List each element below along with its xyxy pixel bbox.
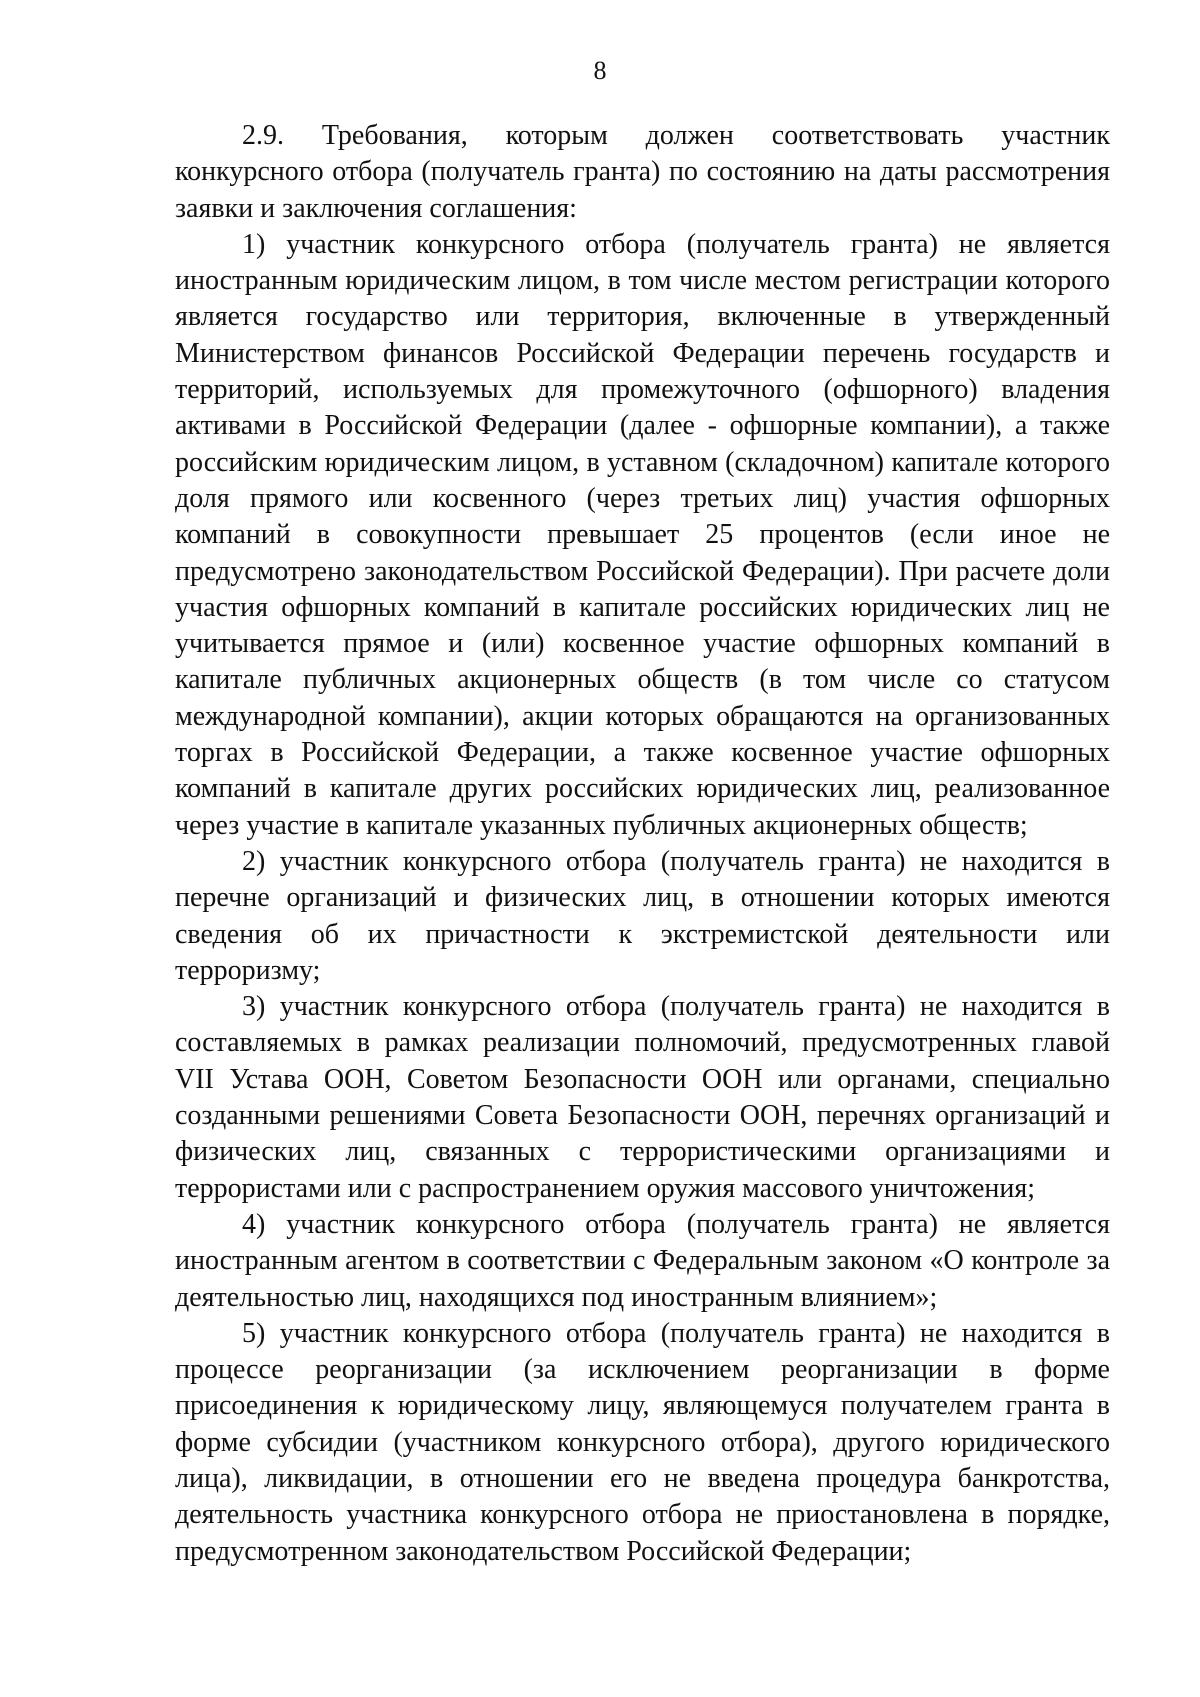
paragraph-item-2-extremism: 2) участник конкурсного отбора (получатель гранта) не находится в перечне организаций и физических лиц, в отношении которых имеются сведения об их причастности к экстремистской деятельности или терроризму; xyxy=(175,845,1110,986)
paragraph-item-3-un-lists: 3) участник конкурсного отбора (получатель гранта) не находится в составляемых в рамках реализации полномочий, предусмотренных главой VII Устава ООН, Советом Безопасности ООН или органами, специально созданными решениями Совета Безопасности ООН, перечнях организаций и физических лиц, связанных с террористическими организациями и террористами или с распространением оружия массового уничтожения; xyxy=(175,991,1110,1204)
document-body xyxy=(175,118,1110,1570)
paragraph-item-1-offshore: 1) участник конкурсного отбора (получатель гранта) не является иностранным юридическим лицом, в том числе местом регистрации которого является государство или территория, включенные в утвержденный Министерством финансов Российской Федерации перечень государств и территорий, используемых для промежуточного (офшорного) владения активами в Российской Федерации (далее - офшорные компании), а также российским юридическим лицом, в уставном (складочном) капитале которого доля прямого или косвенного (через третьих лиц) участия офшорных компаний в совокупности превышает 25 процентов (если иное не предусмотрено законодательством Российской Федерации). При расчете доли участия офшорных компаний в капитале российских юридических лиц не учитывается прямое и (или) косвенное участие офшорных компаний в капитале публичных акционерных обществ (в том числе со статусом международной компании), акции которых обращаются на организованных торгах в Российской Федерации, а также косвенное участие офшорных компаний в капитале других российских юридических лиц, реализованное через участие в капитале указанных публичных акционерных обществ; xyxy=(175,228,1110,841)
page-number: 8 xyxy=(593,56,607,85)
paragraph-2-9-requirements: 2.9. Требования, которым должен соответствовать участник конкурсного отбора (получатель гранта) по состоянию на даты рассмотрения заявки и заключения соглашения: xyxy=(175,120,1110,224)
paragraph-item-5-reorganization: 5) участник конкурсного отбора (получатель гранта) не находится в процессе реорганизации (за исключением реорганизации в форме присоединения к юридическому лицу, являющемуся получателем гранта в форме субсидии (участником конкурсного отбора), другого юридического лица), ликвидации, в отношении его не введена процедура банкротства, деятельность участника конкурсного отбора не приостановлена в порядке, предусмотренном законодательством Российской Федерации; xyxy=(175,1317,1110,1567)
paragraph-item-4-foreign-agent: 4) участник конкурсного отбора (получатель гранта) не является иностранным агентом в соответствии с Федеральным законом «О контроле за деятельностью лиц, находящихся под иностранным влиянием»; xyxy=(175,1208,1110,1313)
